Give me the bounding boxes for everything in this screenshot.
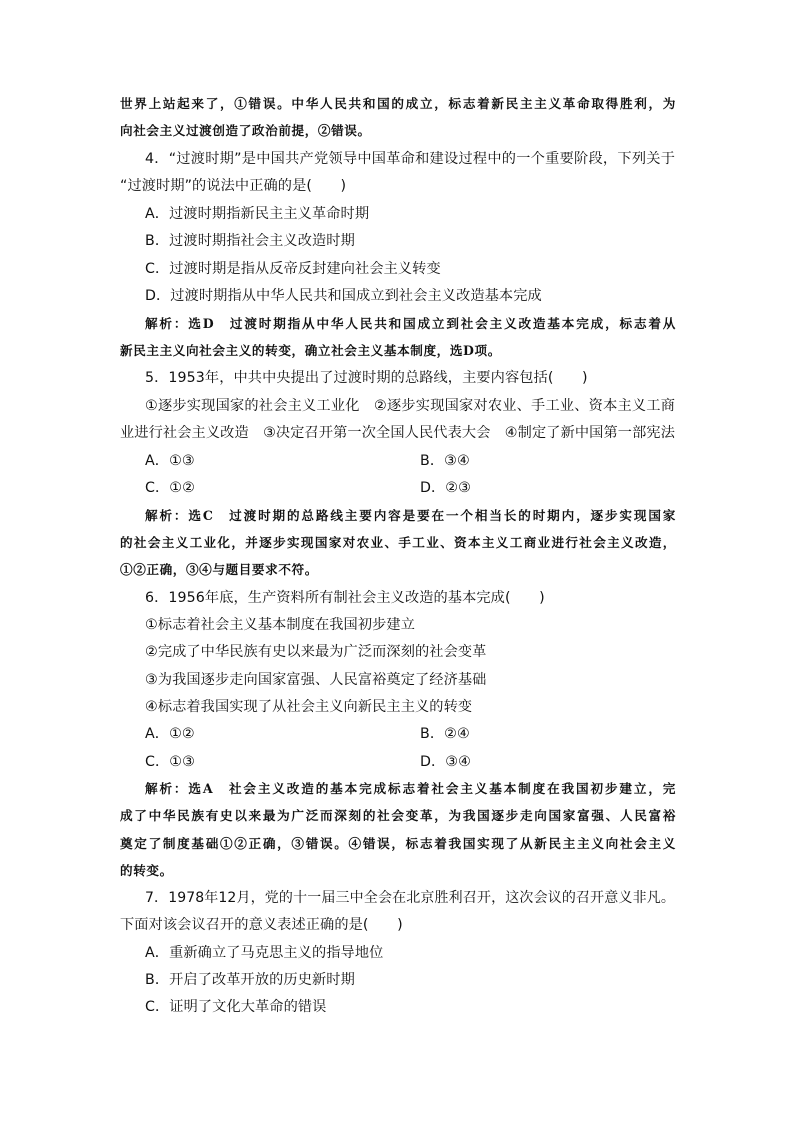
- question-5-option-d: D．②③: [420, 480, 471, 496]
- question-6-statement: ③为我国逐步走向国家富强、人民富裕奠定了经济基础: [145, 672, 487, 688]
- question-4-stem: “过渡时期”的说法中正确的是( ): [120, 178, 347, 194]
- question-6-explanation: 成了中华民族有史以来最为广泛而深刻的社会变革，为我国逐步走向国家富强、人民富裕: [120, 808, 676, 823]
- question-5-stem: 5．1953年，中共中央提出了过渡时期的总路线，主要内容包括( ): [145, 370, 588, 386]
- question-6-explanation: 的转变。: [120, 863, 173, 878]
- question-6-option-c: C．①③: [145, 754, 195, 770]
- question-4-option-a: A．过渡时期指新民主主义革命时期: [145, 206, 370, 222]
- question-7-option-a: A．重新确立了马克思主义的指导地位: [145, 945, 384, 961]
- question-6-option-b: B．②④: [420, 726, 470, 742]
- question-6-explanation: 奠定了制度基础①②正确，③错误。④错误，标志着我国实现了从新民主主义向社会主义: [120, 836, 676, 851]
- question-5-option-c: C．①②: [145, 480, 195, 496]
- question-5-option-b: B．③④: [420, 453, 470, 469]
- question-4-option-d: D．过渡时期指从中华人民共和国成立到社会主义改造基本完成: [145, 288, 542, 304]
- question-5-explanation: ①②正确，③④与题目要求不符。: [120, 562, 318, 577]
- question-5-explanation: 的社会主义工业化，并逐步实现国家对农业、手工业、资本主义工商业进行社会主义改造，: [120, 535, 676, 550]
- question-6-statement: ④标志着我国实现了从社会主义向新民主主义的转变: [145, 699, 473, 715]
- question-7-option-c: C．证明了文化大革命的错误: [145, 999, 327, 1015]
- explanation-continued-line: 世界上站起来了，①错误。中华人民共和国的成立，标志着新民主主义革命取得胜利，为: [120, 96, 676, 111]
- question-5-statement: ①逐步实现国家的社会主义工业化 ②逐步实现国家对农业、手工业、资本主义工商: [145, 398, 675, 414]
- question-7-option-b: B．开启了改革开放的历史新时期: [145, 972, 355, 988]
- question-4-stem: 4．“过渡时期”是中国共产党领导中国革命和建设过程中的一个重要阶段，下列关于: [145, 151, 675, 167]
- question-5-option-a: A．①③: [145, 453, 195, 469]
- question-6-statement: ②完成了中华民族有史以来最为广泛而深刻的社会变革: [145, 644, 487, 660]
- question-4-explanation: 解析：选D 过渡时期指从中华人民共和国成立到社会主义改造基本完成，标志着从: [145, 316, 676, 331]
- question-5-explanation: 解析：选C 过渡时期的总路线主要内容是要在一个相当长的时期内，逐步实现国家: [145, 508, 676, 523]
- question-6-option-d: D．③④: [420, 754, 471, 770]
- question-5-statement: 业进行社会主义改造 ③决定召开第一次全国人民代表大会 ④制定了新中国第一部宪法: [120, 425, 675, 441]
- question-4-option-b: B．过渡时期指社会主义改造时期: [145, 233, 355, 249]
- question-6-statement: ①标志着社会主义基本制度在我国初步建立: [145, 617, 415, 633]
- explanation-continued-line: 向社会主义过渡创造了政治前提，②错误。: [120, 123, 371, 138]
- question-7-stem: 7．1978年12月，党的十一届三中全会在北京胜利召开，这次会议的召开意义非凡。: [145, 890, 675, 906]
- question-4-option-c: C．过渡时期是指从反帝反封建向社会主义转变: [145, 261, 441, 277]
- question-7-stem: 下面对该会议召开的意义表述正确的是( ): [120, 917, 403, 933]
- question-4-explanation: 新民主主义向社会主义的转变，确立社会主义基本制度，选D项。: [120, 343, 501, 358]
- question-6-option-a: A．①②: [145, 726, 195, 742]
- question-6-stem: 6．1956年底，生产资料所有制社会主义改造的基本完成( ): [145, 590, 545, 606]
- question-6-explanation: 解析：选A 社会主义改造的基本完成标志着社会主义基本制度在我国初步建立，完: [145, 781, 676, 796]
